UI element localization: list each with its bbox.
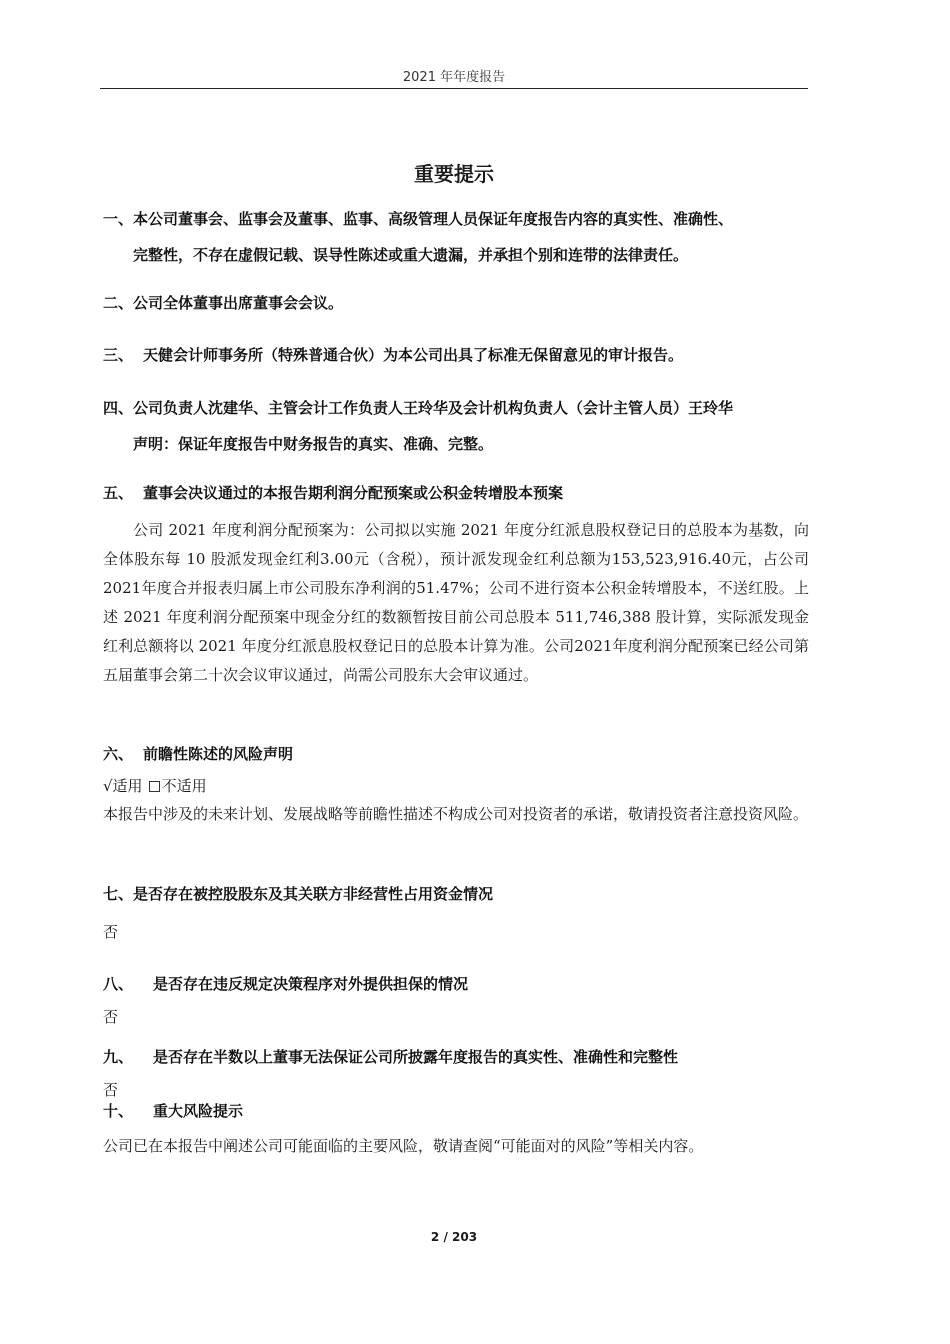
section-10 (103, 1093, 815, 1129)
section-8-answer: 否 (103, 1008, 119, 1026)
section-3-number: 三、 (103, 346, 134, 364)
section-1 (103, 201, 815, 273)
section-8-number: 八、 (103, 975, 134, 993)
section-6-text: 前瞻性陈述的风险声明 (143, 745, 294, 763)
checkbox-icon (149, 781, 160, 792)
section-5-body: 公司 2021 年度利润分配预案为：公司拟以实施 2021 年度分红派息股权登记日的总股本为基数，向全体股东每 10 股派发现金红利3.00元（含税），预计派发现金红利总额为153,523,916.40元，占公司2021年度合并报表归属上市公司股东净利润的51.47%；公司不进行资本公积金转增股本，不送红股。上述 2021 年度利润分配预案中现金分红的数额暂按目前公司总股本 511,746,388 股计算，实际派发现金红利总额将以 2021 年度分红派息股权登记日的总股本计算为准。公司2021年度利润分配预案已经公司第五届董事会第二十次会议审议通过，尚需公司股东大会审议通过。 (103, 521, 809, 684)
section-4 (103, 390, 815, 462)
section-8-text: 是否存在违反规定决策程序对外提供担保的情况 (153, 975, 469, 993)
section-4-continuation: 声明：保证年度报告中财务报告的真实、准确、完整。 (133, 435, 494, 453)
section-5-number: 五、 (103, 484, 134, 502)
section-7-text: 是否存在被控股股东及其关联方非经营性占用资金情况 (133, 885, 494, 903)
section-3 (103, 337, 815, 373)
section-4-text: 公司负责人沈建华、主管会计工作负责人王玲华及会计机构负责人（会计主管人员）王玲华 (133, 399, 734, 417)
running-header: 2021 年年度报告 (402, 70, 506, 85)
section-7-answer: 否 (103, 923, 119, 941)
section-2 (103, 285, 815, 321)
section-1-number: 一、 (103, 210, 134, 228)
section-9-answer: 否 (103, 1081, 119, 1099)
page-number: 2 / 203 (430, 1230, 478, 1244)
section-1-continuation: 完整性，不存在虚假记载、误导性陈述或重大遗漏，并承担个别和连带的法律责任。 (133, 246, 689, 264)
section-9-text: 是否存在半数以上董事无法保证公司所披露年度报告的真实性、准确性和完整性 (153, 1048, 679, 1066)
page-title: 重要提示 (414, 162, 494, 186)
section-8 (103, 966, 815, 1002)
section-6-body: 本报告中涉及的未来计划、发展战略等前瞻性描述不构成公司对投资者的承诺，敬请投资者注意投资风险。 (103, 805, 809, 823)
section-10-number: 十、 (103, 1102, 134, 1120)
section-1-text: 本公司董事会、监事会及董事、监事、高级管理人员保证年度报告内容的真实性、准确性、 (133, 210, 734, 228)
applicable-option: √适用 (103, 777, 143, 795)
section-7-number: 七、 (103, 885, 134, 903)
section-5-text: 董事会决议通过的本报告期利润分配预案或公积金转增股本预案 (143, 484, 564, 502)
section-3-text: 天健会计师事务所（特殊普通合伙）为本公司出具了标准无保留意见的审计报告。 (143, 346, 684, 364)
section-4-number: 四、 (103, 399, 134, 417)
section-9-number: 九、 (103, 1048, 134, 1066)
section-7 (103, 876, 815, 912)
section-5 (103, 475, 815, 511)
section-10-text: 重大风险提示 (153, 1102, 244, 1120)
section-2-number: 二、 (103, 294, 134, 312)
section-6-number: 六、 (103, 745, 134, 763)
section-2-text: 公司全体董事出席董事会会议。 (133, 294, 344, 312)
header-rule (100, 88, 808, 89)
not-applicable-option: 不适用 (161, 777, 207, 795)
applicability-line (103, 772, 809, 801)
section-10-body: 公司已在本报告中阐述公司可能面临的主要风险，敬请查阅“可能面对的风险”等相关内容。 (103, 1137, 704, 1155)
section-9 (103, 1039, 815, 1075)
section-6 (103, 736, 815, 772)
